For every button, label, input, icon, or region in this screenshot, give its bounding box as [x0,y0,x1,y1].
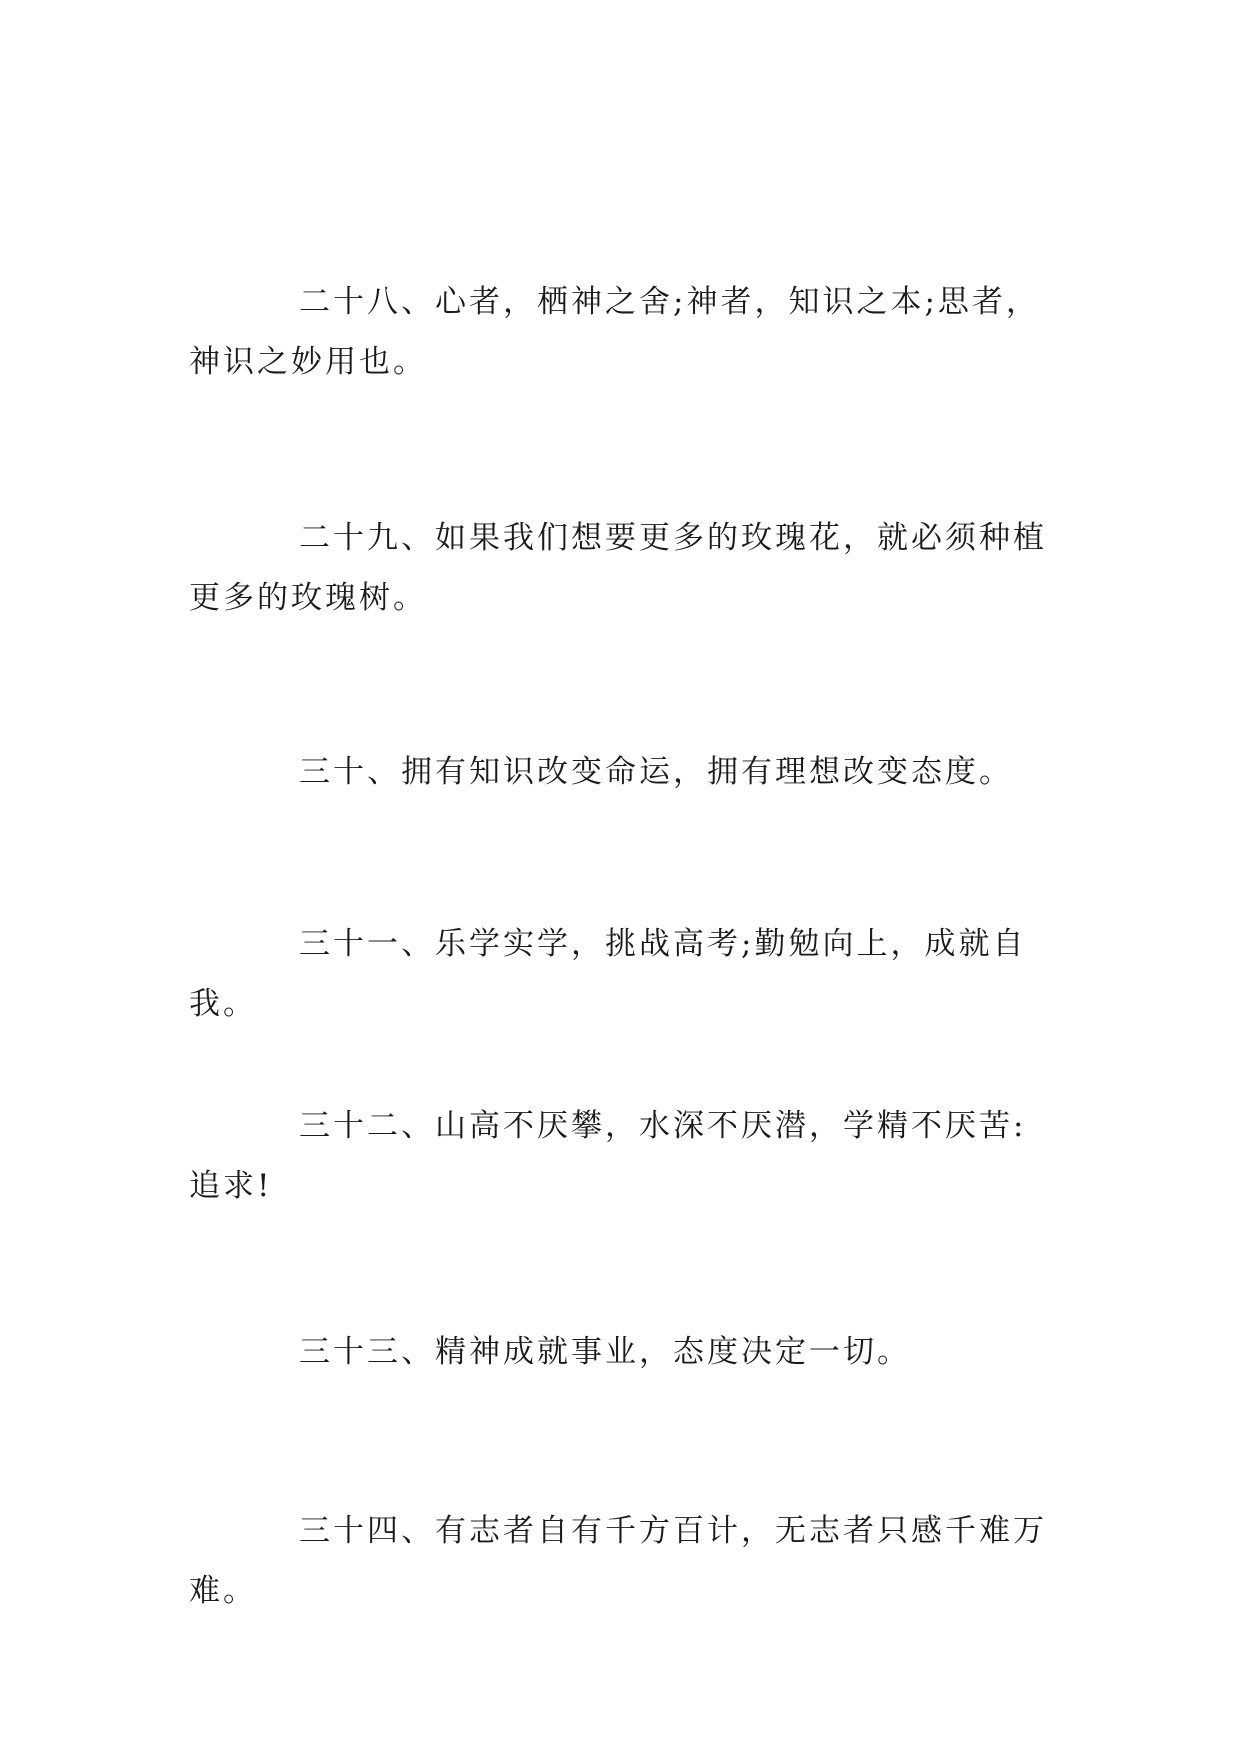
paragraph-33: 三十三、精神成就事业，态度决定一切。 [299,1334,911,1370]
paragraph-29: 二十九、如果我们想要更多的玫瑰花，就必须种植更多的玫瑰树。 [189,520,1047,616]
paragraph-34: 三十四、有志者自有千方百计，无志者只感千难万难。 [189,1513,1047,1609]
paragraph-30: 三十、拥有知识改变命运，拥有理想改变态度。 [299,754,1013,790]
paragraph-32: 三十二、山高不厌攀，水深不厌潜，学精不厌苦:追求! [189,1108,1027,1204]
paragraph-31: 三十一、乐学实学，挑战高考;勤勉向上，成就自我。 [189,926,1027,1022]
paragraph-28: 二十八、心者，栖神之舍;神者，知识之本;思者，神识之妙用也。 [189,284,1040,380]
